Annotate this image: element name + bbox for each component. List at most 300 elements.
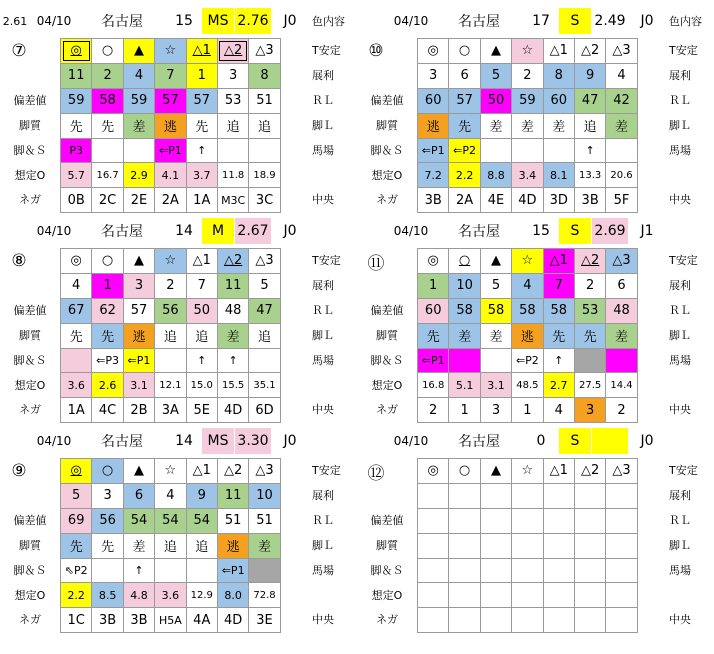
grid-cell: 3A: [155, 398, 186, 423]
grid-cell: ○: [449, 39, 480, 64]
grid-cell: △2: [574, 39, 605, 64]
hensachi-row: [418, 508, 638, 533]
grid-cell: [543, 558, 574, 583]
race-number: ⑫: [367, 463, 385, 484]
race-date: 04/10: [393, 224, 429, 238]
grid-cell: 35.1: [249, 373, 280, 398]
race-block-r9: [0, 428, 355, 628]
grid-cell: 27.5: [574, 373, 605, 398]
grid-cell: 1A: [61, 398, 92, 423]
grid-cell: 1: [512, 398, 543, 423]
row-label-left: 脚＆Ｓ: [370, 143, 404, 157]
grid-cell: 6: [606, 273, 637, 298]
race-block-r12: [357, 428, 712, 628]
row-label-left: 脚＆Ｓ: [13, 143, 47, 157]
grid-cell: 11: [217, 273, 248, 298]
row-label-left: 想定O: [371, 378, 403, 392]
mark-row: [61, 249, 281, 274]
row-label-right: T安定: [312, 464, 341, 477]
grid-cell: [480, 533, 511, 558]
grid-cell: ☆: [512, 459, 543, 484]
course-name: 名古屋: [101, 434, 143, 450]
kyakus-row: [418, 348, 638, 373]
row-label-left: 脚＆Ｓ: [370, 353, 404, 367]
grid-cell: 2.9: [123, 163, 154, 188]
mark-row: [61, 39, 281, 64]
j-rank: J1: [640, 223, 654, 239]
grid-cell: ○: [449, 249, 480, 274]
mark-row: [418, 249, 638, 274]
grid-cell: 5: [480, 63, 511, 88]
grid-cell: 追: [186, 533, 217, 558]
grid-cell: M3C: [217, 188, 248, 213]
grid-cell: 5F: [606, 188, 637, 213]
grid-cell: [449, 348, 480, 373]
row-label-right: 展利: [312, 68, 334, 82]
grade-badge: MS: [202, 428, 234, 454]
race-block-r7: [0, 8, 355, 208]
grid-cell: 3.1: [123, 373, 154, 398]
tenri-row: [418, 63, 638, 88]
grid-cell: △3: [249, 249, 280, 274]
grid-cell: 48: [606, 298, 637, 323]
grid-cell: ▲: [123, 249, 154, 274]
grid-cell: 4: [606, 63, 637, 88]
grid-cell: [574, 608, 605, 633]
grid-cell: 差: [480, 323, 511, 348]
grid-cell: 5.1: [449, 373, 480, 398]
row-label-right: 展利: [312, 488, 334, 502]
grid-cell: 1: [449, 398, 480, 423]
grid-cell: 57: [123, 298, 154, 323]
row-label-right: 馬場: [669, 353, 691, 367]
grid-cell: [449, 558, 480, 583]
grid-cell: 差: [606, 323, 637, 348]
grid-cell: [418, 608, 449, 633]
race-number: ⑧: [11, 251, 27, 271]
grid-cell: 2: [92, 63, 123, 88]
grid-cell: 4.8: [123, 583, 154, 608]
grid-cell: ☆: [155, 249, 186, 274]
grid-cell: 58: [92, 88, 123, 113]
grid-cell: 11: [61, 63, 92, 88]
runner-count: 17: [532, 13, 550, 29]
grid-cell: [480, 558, 511, 583]
grid-cell: [574, 558, 605, 583]
grid-cell: 8.8: [480, 163, 511, 188]
row-label-right: 脚Ｌ: [669, 118, 691, 132]
kyakus-row: [61, 138, 281, 163]
grid-cell: ▲: [123, 459, 154, 484]
row-label-left: 脚＆Ｓ: [13, 563, 47, 577]
tenri-row: [418, 273, 638, 298]
grid-cell: [606, 558, 637, 583]
grid-cell: ↑: [217, 348, 248, 373]
grid-cell: 4: [155, 483, 186, 508]
row-label-right: 脚Ｌ: [312, 538, 334, 552]
grid-cell: 差: [543, 113, 574, 138]
grid-cell: 逃: [123, 323, 154, 348]
grid-cell: [606, 508, 637, 533]
odds-value: 2.69: [592, 218, 628, 244]
grid-cell: 先: [543, 323, 574, 348]
race-date: 04/10: [36, 14, 72, 28]
race-header: [0, 428, 355, 454]
grid-cell: △2: [217, 39, 248, 64]
grid-cell: 5: [249, 273, 280, 298]
row-label-right: 中央: [312, 193, 334, 207]
grid-cell: 12.9: [186, 583, 217, 608]
grid-cell: 7.2: [418, 163, 449, 188]
color-content-label: 色内容: [669, 15, 702, 28]
grid-cell: 4C: [92, 398, 123, 423]
grid-cell: 3.4: [512, 163, 543, 188]
grid-cell: [543, 508, 574, 533]
row-label-right: 中央: [669, 403, 691, 417]
grid-cell: 逃: [155, 113, 186, 138]
row-label-right: 馬場: [312, 563, 334, 577]
row-label-right: 脚Ｌ: [669, 538, 691, 552]
grid-cell: ○: [92, 249, 123, 274]
kyakushitsu-row: [61, 533, 281, 558]
race-header: [357, 218, 712, 244]
race-date: 04/10: [393, 14, 429, 28]
row-label-right: 中央: [669, 193, 691, 207]
grid-cell: ⇐P1: [418, 348, 449, 373]
row-label-right: ＲＬ: [669, 303, 691, 317]
grid-cell: 8.5: [92, 583, 123, 608]
pre-value: [357, 428, 387, 454]
row-label-right: ＲＬ: [669, 513, 691, 527]
grid-cell: [92, 138, 123, 163]
grid-cell: [574, 583, 605, 608]
row-label-right: 馬場: [669, 563, 691, 577]
course-name: 名古屋: [458, 434, 500, 450]
grid-cell: [512, 483, 543, 508]
grid-cell: 48: [217, 298, 248, 323]
hensachi-row: [418, 298, 638, 323]
grid-cell: 先: [186, 113, 217, 138]
grid-cell: 4: [61, 273, 92, 298]
grid-cell: 追: [186, 323, 217, 348]
row-label-left: 偏差値: [370, 303, 404, 317]
grid-cell: [249, 138, 280, 163]
grid-cell: [449, 533, 480, 558]
row-label-left: 偏差値: [13, 303, 47, 317]
grid-cell: ⇐P2: [449, 138, 480, 163]
row-label-left: 想定O: [14, 378, 46, 392]
grid-cell: 60: [418, 88, 449, 113]
hensachi-row: [61, 298, 281, 323]
grid-cell: 3.1: [480, 373, 511, 398]
row-label-right: 馬場: [312, 143, 334, 157]
grid-cell: 2.2: [449, 163, 480, 188]
grid-cell: ◎: [61, 39, 92, 64]
grid-cell: 58: [480, 298, 511, 323]
grid-cell: [123, 138, 154, 163]
odds-value: 2.67: [235, 218, 271, 244]
grid-cell: 42: [606, 88, 637, 113]
grid-cell: [574, 508, 605, 533]
grid-cell: 5.7: [61, 163, 92, 188]
soutei-row: [61, 583, 281, 608]
grid-cell: △3: [606, 459, 637, 484]
kyakushitsu-row: [61, 323, 281, 348]
tenri-row: [61, 273, 281, 298]
grid-cell: 7: [543, 273, 574, 298]
grid-cell: 15.0: [186, 373, 217, 398]
grid-cell: [543, 608, 574, 633]
row-label-left: ネガ: [376, 193, 398, 207]
pre-value: [0, 218, 30, 244]
grid-cell: 10: [449, 273, 480, 298]
grid-cell: 2.2: [61, 583, 92, 608]
grade-badge: S: [559, 8, 591, 34]
grid-cell: 20.6: [606, 163, 637, 188]
grid-cell: 54: [123, 508, 154, 533]
grid-cell: 3: [217, 63, 248, 88]
hensachi-row: [61, 508, 281, 533]
grid-cell: 2A: [155, 188, 186, 213]
grid-cell: 72.8: [249, 583, 280, 608]
grid-cell: 2: [418, 398, 449, 423]
grid-cell: 差: [249, 533, 280, 558]
race-number: ⑨: [11, 461, 27, 481]
kyakus-row: [418, 558, 638, 583]
grid-cell: 3: [574, 398, 605, 423]
kyakushitsu-row: [418, 323, 638, 348]
grid-cell: 57: [449, 88, 480, 113]
grid-cell: ◎: [61, 249, 92, 274]
grid-cell: 60: [418, 298, 449, 323]
row-label-right: ＲＬ: [312, 93, 334, 107]
row-label-left: 脚＆Ｓ: [370, 563, 404, 577]
grid-cell: △3: [249, 459, 280, 484]
grid-cell: 58: [449, 298, 480, 323]
prediction-grid: [60, 458, 281, 633]
grid-cell: 0B: [61, 188, 92, 213]
course-name: 名古屋: [458, 224, 500, 240]
grid-cell: 2B: [123, 398, 154, 423]
grid-cell: 先: [61, 113, 92, 138]
grid-cell: 57: [186, 88, 217, 113]
grid-cell: 先: [92, 323, 123, 348]
grid-cell: 先: [92, 113, 123, 138]
grid-cell: 追: [155, 533, 186, 558]
odds-value: 2.49: [594, 13, 626, 29]
grid-cell: [449, 608, 480, 633]
grid-cell: 6: [449, 63, 480, 88]
grid-cell: 2: [155, 273, 186, 298]
grid-cell: 3E: [249, 608, 280, 633]
grid-cell: 2E: [123, 188, 154, 213]
grid-cell: 差: [217, 323, 248, 348]
grid-cell: 67: [61, 298, 92, 323]
grid-cell: ☆: [155, 39, 186, 64]
grid-cell: △1: [543, 459, 574, 484]
grid-cell: [418, 533, 449, 558]
grid-cell: [155, 558, 186, 583]
row-label-left: 脚＆Ｓ: [13, 353, 47, 367]
grid-cell: 50: [480, 88, 511, 113]
mark-row: [418, 459, 638, 484]
grid-cell: [249, 348, 280, 373]
row-label-left: 想定O: [371, 588, 403, 602]
soutei-row: [418, 373, 638, 398]
grid-cell: 6D: [249, 398, 280, 423]
grid-cell: ◎: [61, 459, 92, 484]
grid-cell: 差: [512, 113, 543, 138]
grid-cell: [249, 558, 280, 583]
grid-cell: 1C: [61, 608, 92, 633]
grid-cell: 54: [155, 508, 186, 533]
grid-cell: [449, 583, 480, 608]
grid-cell: 4: [512, 273, 543, 298]
j-rank: J0: [640, 13, 654, 29]
grid-cell: △2: [574, 249, 605, 274]
grid-cell: [574, 483, 605, 508]
row-label-right: 馬場: [312, 353, 334, 367]
race-date: 04/10: [36, 224, 72, 238]
grid-cell: 53: [217, 88, 248, 113]
grid-cell: 3: [123, 273, 154, 298]
nega-row: [61, 188, 281, 213]
runner-count: 15: [532, 223, 550, 239]
race-header: [357, 8, 712, 34]
course-name: 名古屋: [458, 14, 500, 30]
grid-cell: 5: [480, 273, 511, 298]
grid-cell: [512, 138, 543, 163]
row-label-right: 脚Ｌ: [312, 328, 334, 342]
grid-cell: 4D: [512, 188, 543, 213]
grid-cell: ↑: [123, 558, 154, 583]
grid-cell: 3B: [574, 188, 605, 213]
odds-value: [592, 428, 628, 454]
row-label-right: ＲＬ: [669, 93, 691, 107]
kyakushitsu-row: [61, 113, 281, 138]
grid-cell: ↑: [574, 138, 605, 163]
race-number: ⑦: [11, 41, 27, 61]
grid-cell: [155, 348, 186, 373]
pre-value: [0, 428, 30, 454]
prediction-grid: [417, 248, 638, 423]
odds-value: 3.30: [235, 428, 271, 454]
grid-cell: [418, 483, 449, 508]
grid-cell: [418, 558, 449, 583]
kyakushitsu-row: [418, 113, 638, 138]
grid-cell: ▲: [480, 459, 511, 484]
grid-cell: 3.7: [186, 163, 217, 188]
row-label-right: ＲＬ: [312, 513, 334, 527]
tenri-row: [61, 63, 281, 88]
grid-cell: [61, 348, 92, 373]
grid-cell: [512, 533, 543, 558]
grid-cell: △2: [217, 459, 248, 484]
grid-cell: 58: [543, 298, 574, 323]
grid-cell: 50: [186, 298, 217, 323]
grid-cell: ⇐P3: [92, 348, 123, 373]
grid-cell: ☆: [155, 459, 186, 484]
grid-cell: ⇐P1: [155, 138, 186, 163]
grid-cell: [418, 583, 449, 608]
grid-cell: [606, 533, 637, 558]
grid-cell: △1: [186, 39, 217, 64]
race-header: [357, 428, 712, 454]
tenri-row: [61, 483, 281, 508]
grid-cell: 2: [606, 398, 637, 423]
grid-cell: [543, 583, 574, 608]
grid-cell: 先: [574, 323, 605, 348]
grid-cell: 3.6: [155, 583, 186, 608]
grid-cell: 2.6: [92, 373, 123, 398]
row-label-left: 脚質: [19, 118, 41, 132]
grid-cell: △1: [186, 459, 217, 484]
grade-badge: S: [559, 218, 591, 244]
grid-cell: 6: [123, 483, 154, 508]
grid-cell: 4D: [217, 608, 248, 633]
grid-cell: 56: [92, 508, 123, 533]
soutei-row: [61, 163, 281, 188]
grid-cell: [543, 483, 574, 508]
grid-cell: ○: [92, 39, 123, 64]
grid-cell: 60: [543, 88, 574, 113]
prediction-grid: [60, 248, 281, 423]
grid-cell: ⇐P1: [418, 138, 449, 163]
row-label-right: T安定: [312, 44, 341, 57]
grid-cell: 3B: [418, 188, 449, 213]
grid-cell: [606, 483, 637, 508]
race-date: 04/10: [36, 434, 72, 448]
grid-cell: △3: [606, 39, 637, 64]
row-label-left: 想定O: [14, 168, 46, 182]
row-label-right: T安定: [312, 254, 341, 267]
grid-cell: 追: [155, 323, 186, 348]
grid-cell: H5A: [155, 608, 186, 633]
grid-cell: [574, 533, 605, 558]
race-block-r8: [0, 218, 355, 418]
soutei-row: [418, 583, 638, 608]
grid-cell: 先: [449, 113, 480, 138]
grid-cell: 3: [92, 483, 123, 508]
row-label-left: 想定O: [371, 168, 403, 182]
grid-cell: 54: [186, 508, 217, 533]
grid-cell: △2: [574, 459, 605, 484]
runner-count: 0: [536, 433, 546, 449]
row-label-left: ネガ: [376, 613, 398, 627]
grid-cell: 先: [61, 533, 92, 558]
hensachi-row: [61, 88, 281, 113]
grid-cell: 51: [249, 508, 280, 533]
grid-cell: ◎: [418, 459, 449, 484]
grid-cell: △1: [186, 249, 217, 274]
grid-cell: [186, 558, 217, 583]
grid-cell: 差: [449, 323, 480, 348]
grid-cell: 7: [155, 63, 186, 88]
runner-count: 14: [175, 433, 193, 449]
course-name: 名古屋: [101, 14, 143, 30]
grid-cell: 先: [61, 323, 92, 348]
course-name: 名古屋: [101, 224, 143, 240]
row-label-right: 展利: [669, 68, 691, 82]
kyakus-row: [61, 348, 281, 373]
runner-count: 15: [175, 13, 193, 29]
grid-cell: ⇐P1: [123, 348, 154, 373]
pre-value: [357, 218, 387, 244]
row-label-right: 中央: [312, 403, 334, 417]
grid-cell: [543, 533, 574, 558]
grid-cell: 3B: [92, 608, 123, 633]
row-label-right: T安定: [669, 44, 698, 57]
